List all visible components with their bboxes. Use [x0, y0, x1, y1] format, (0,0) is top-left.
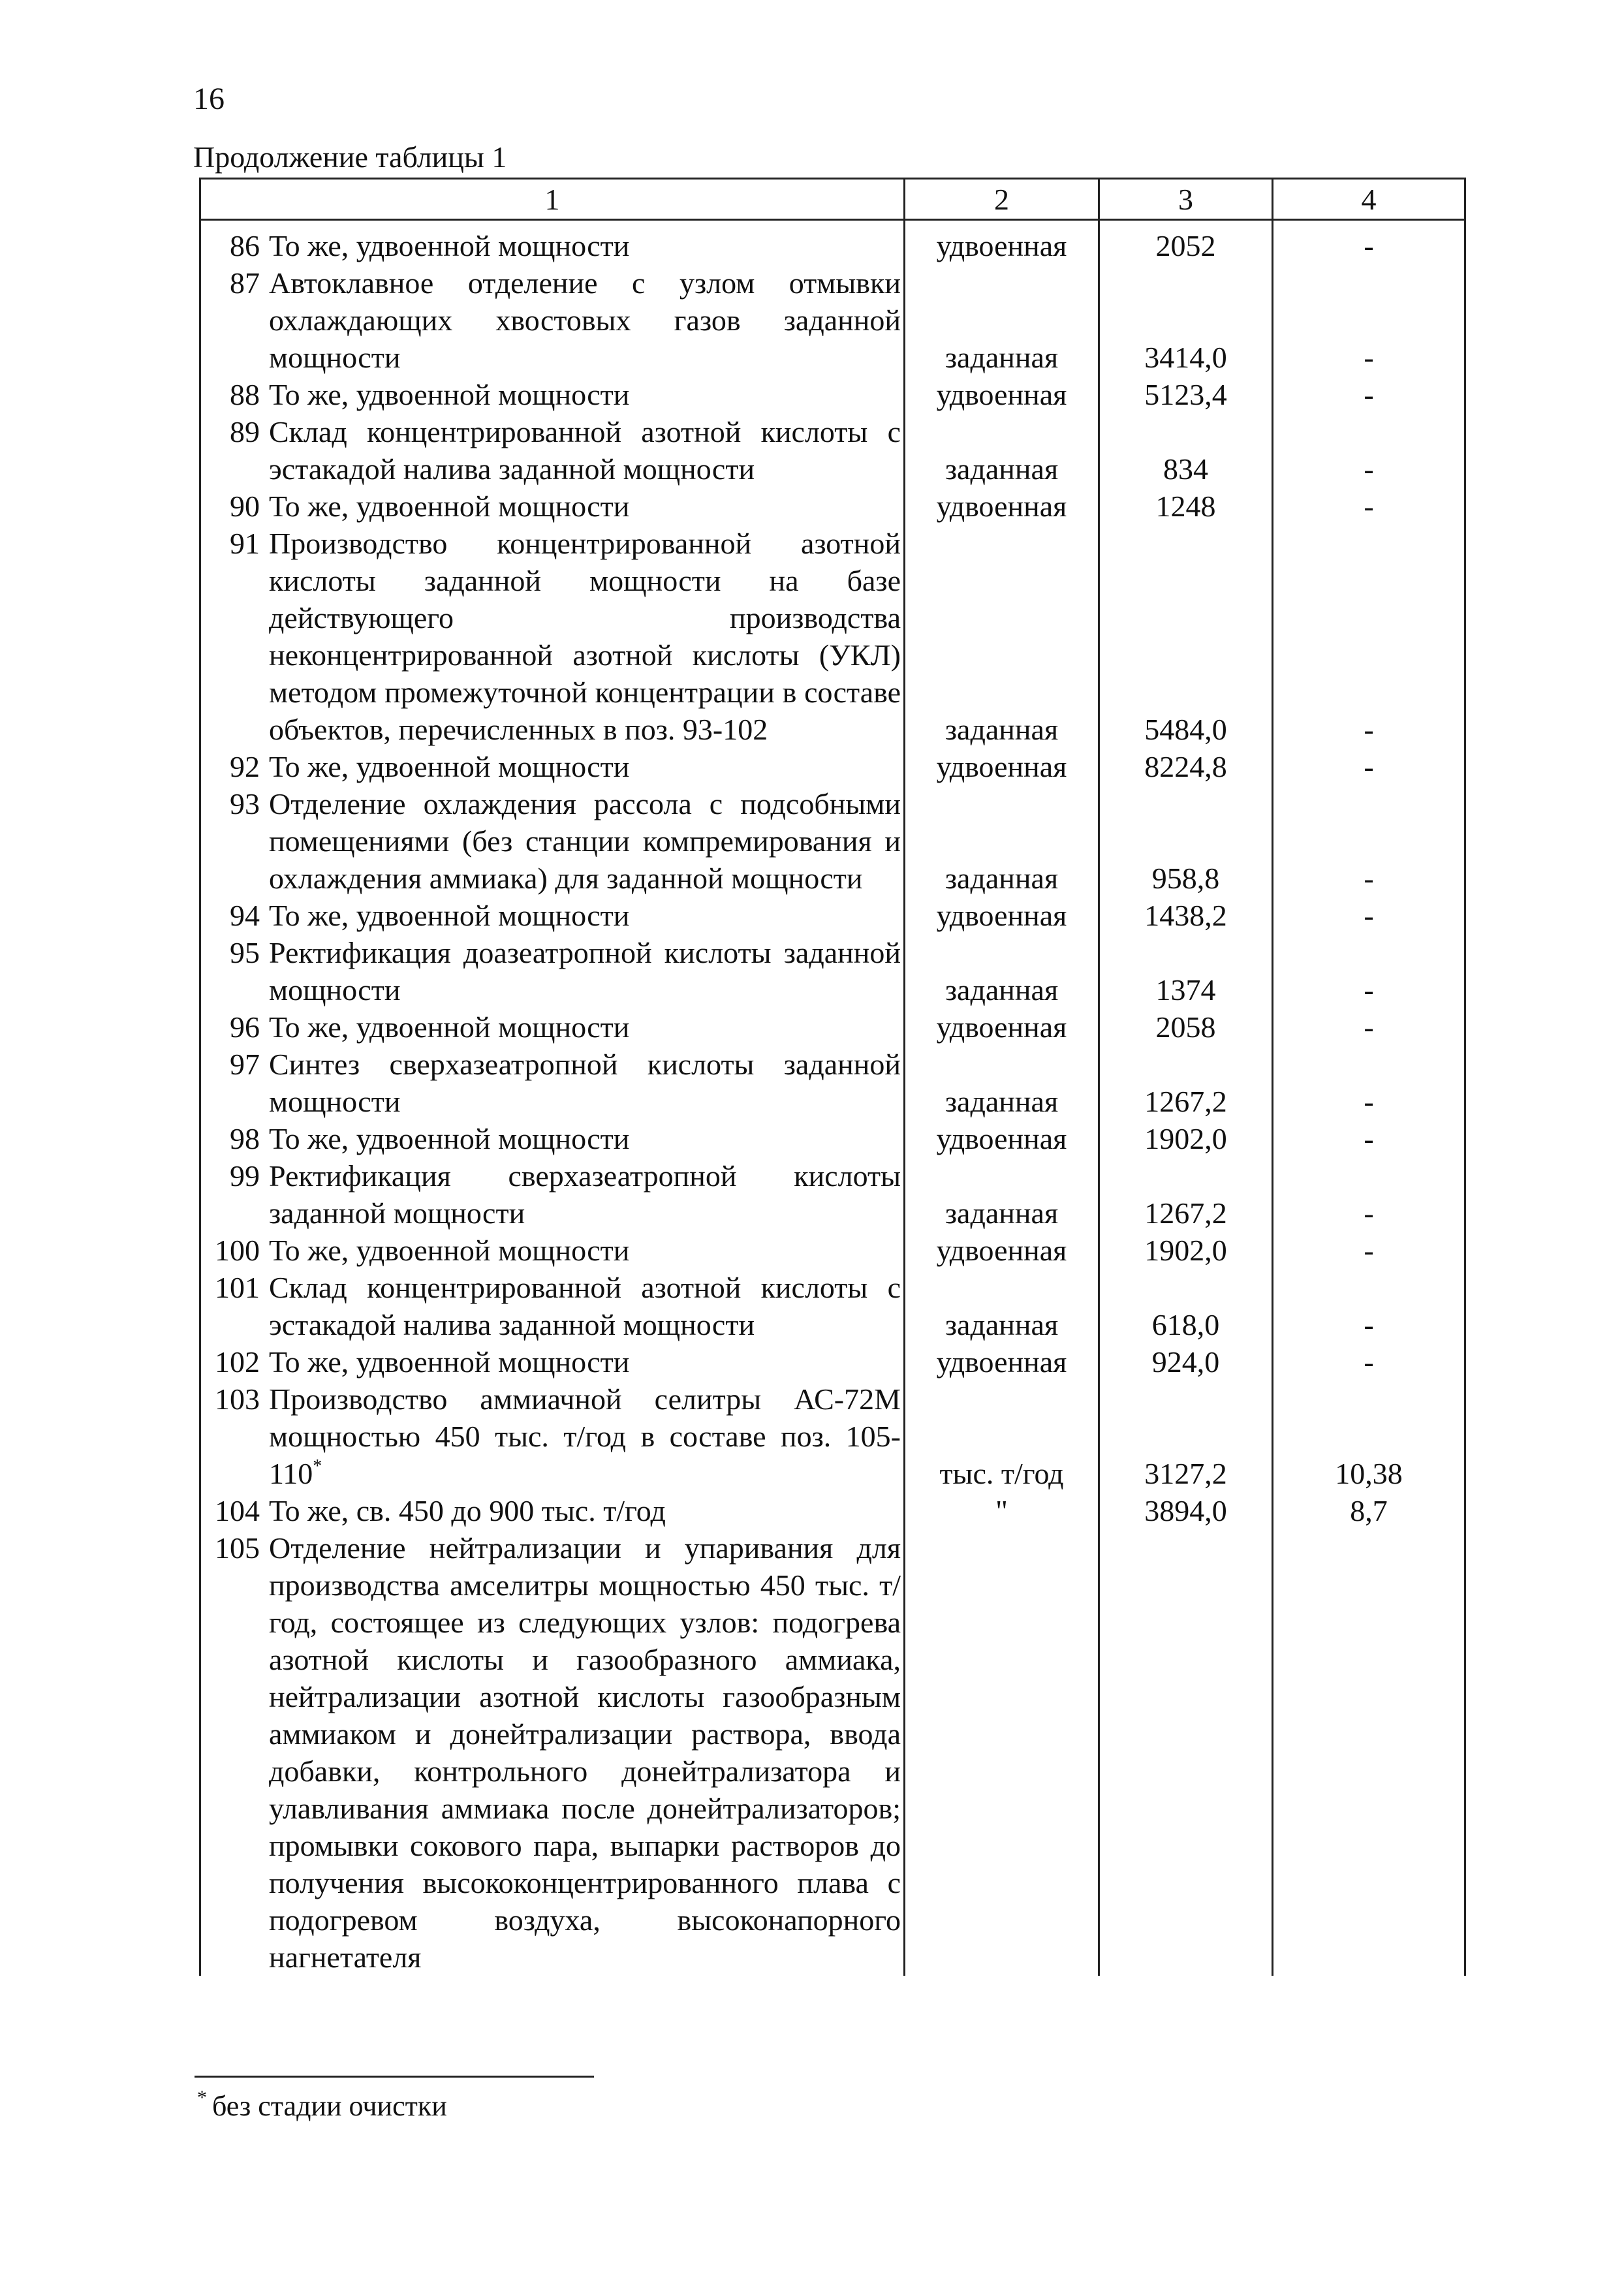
table-row — [200, 785, 1465, 897]
object-name-cell — [200, 1046, 905, 1120]
object-name-cell — [200, 785, 905, 897]
object-name — [269, 413, 903, 488]
coefficient-cell: - — [1273, 1269, 1465, 1343]
object-name-text: Производство концентрированной азотной кислоты заданной мощности на базе действующего производства неконцентрированной азотной кислоты (УКЛ) методом промежуточной концентрации в составе объектов, перечисленных в поз. 93-102 — [269, 527, 901, 746]
row-number: 100 — [215, 1234, 260, 1267]
capacity-cell: " — [905, 1492, 1099, 1529]
row-number: 96 — [230, 1010, 260, 1044]
row-number: 92 — [230, 750, 260, 783]
table-row — [200, 525, 1465, 748]
value-cell: 5123,4 — [1099, 376, 1273, 413]
coefficient-cell: 10,38 — [1273, 1380, 1465, 1492]
capacity-cell: удвоенная — [905, 1343, 1099, 1380]
row-number: 95 — [230, 936, 260, 969]
coefficient-cell — [1273, 1529, 1465, 1976]
object-name-cell — [200, 376, 905, 413]
object-name — [269, 1046, 903, 1120]
object-name-text: То же, удвоенной мощности — [269, 1345, 630, 1379]
data-table — [199, 178, 1466, 1976]
value-cell: 3414,0 — [1099, 264, 1273, 376]
column-header-1: 1 — [200, 179, 905, 220]
object-name-cell — [200, 1232, 905, 1269]
coefficient-cell: - — [1273, 1157, 1465, 1232]
value-cell: 834 — [1099, 413, 1273, 488]
object-name — [269, 1269, 903, 1343]
object-name-text: То же, удвоенной мощности — [269, 490, 630, 523]
coefficient-cell: - — [1273, 1046, 1465, 1120]
footnote-mark: * — [197, 2087, 207, 2108]
table-row — [200, 413, 1465, 488]
value-cell: 2058 — [1099, 1008, 1273, 1046]
row-number: 101 — [215, 1271, 260, 1304]
coefficient-cell: - — [1273, 748, 1465, 785]
coefficient-cell: - — [1273, 525, 1465, 748]
object-name-text: То же, удвоенной мощности — [269, 750, 630, 783]
table-row — [200, 1380, 1465, 1492]
table-row — [200, 488, 1465, 525]
value-cell: 8224,8 — [1099, 748, 1273, 785]
value-cell: 1248 — [1099, 488, 1273, 525]
value-cell: 1267,2 — [1099, 1157, 1273, 1232]
value-cell: 1902,0 — [1099, 1120, 1273, 1157]
table-header-row — [200, 179, 1465, 220]
capacity-cell: удвоенная — [905, 748, 1099, 785]
row-number: 99 — [230, 1159, 260, 1193]
object-name-cell — [200, 748, 905, 785]
table-row — [200, 1232, 1465, 1269]
object-name-text: Склад концентрированной азотной кислоты с эстакадой налива заданной мощности — [269, 415, 901, 486]
value-cell: 958,8 — [1099, 785, 1273, 897]
object-name — [269, 785, 903, 897]
object-name-text: То же, удвоенной мощности — [269, 1010, 630, 1044]
row-number: 89 — [230, 415, 260, 448]
object-name — [269, 1232, 903, 1269]
column-header-2: 2 — [905, 179, 1099, 220]
object-name-cell — [200, 220, 905, 265]
coefficient-cell: - — [1273, 488, 1465, 525]
object-name-text: Ректификация доазеатропной кислоты заданной мощности — [269, 936, 901, 1006]
capacity-cell: удвоенная — [905, 488, 1099, 525]
object-name — [269, 1492, 903, 1529]
capacity-cell: заданная — [905, 525, 1099, 748]
object-name-text: То же, св. 450 до 900 тыс. т/год — [269, 1494, 666, 1527]
table-row — [200, 376, 1465, 413]
capacity-cell: удвоенная — [905, 1232, 1099, 1269]
object-name-text: То же, удвоенной мощности — [269, 378, 630, 411]
capacity-cell: заданная — [905, 1046, 1099, 1120]
coefficient-cell: - — [1273, 1343, 1465, 1380]
row-number: 105 — [215, 1531, 260, 1565]
object-name-text: То же, удвоенной мощности — [269, 1234, 630, 1267]
table-row — [200, 1008, 1465, 1046]
object-name-cell — [200, 1492, 905, 1529]
column-header-4: 4 — [1273, 179, 1465, 220]
value-cell: 5484,0 — [1099, 525, 1273, 748]
row-number: 86 — [230, 229, 260, 262]
table-row — [200, 1529, 1465, 1976]
capacity-cell: заданная — [905, 785, 1099, 897]
value-cell: 618,0 — [1099, 1269, 1273, 1343]
object-name-cell — [200, 1269, 905, 1343]
coefficient-cell: - — [1273, 897, 1465, 934]
row-number: 103 — [215, 1382, 260, 1416]
row-number: 88 — [230, 378, 260, 411]
object-name — [269, 1380, 903, 1492]
row-number: 98 — [230, 1122, 260, 1155]
coefficient-cell: - — [1273, 934, 1465, 1008]
object-name — [269, 264, 903, 376]
value-cell: 1438,2 — [1099, 897, 1273, 934]
value-cell: 2052 — [1099, 220, 1273, 265]
coefficient-cell: - — [1273, 1120, 1465, 1157]
object-name-cell — [200, 1157, 905, 1232]
object-name — [269, 1120, 903, 1157]
object-name-text: То же, удвоенной мощности — [269, 229, 630, 262]
table-body — [200, 220, 1465, 1976]
coefficient-cell: - — [1273, 264, 1465, 376]
object-name — [269, 1008, 903, 1046]
object-name-text: Автоклавное отделение с узлом отмывки охлаждающих хвостовых газов заданной мощности — [269, 266, 901, 374]
object-name-cell — [200, 1529, 905, 1976]
capacity-cell: удвоенная — [905, 1008, 1099, 1046]
capacity-cell: заданная — [905, 1157, 1099, 1232]
capacity-cell: удвоенная — [905, 1120, 1099, 1157]
footnote-divider — [195, 2076, 594, 2078]
capacity-cell — [905, 1529, 1099, 1976]
value-cell: 924,0 — [1099, 1343, 1273, 1380]
object-name-text: Отделение охлаждения рассола с подсобными помещениями (без станции компремирования и охлаждения аммиака) для заданной мощности — [269, 787, 901, 895]
object-name — [269, 525, 903, 748]
row-number: 91 — [230, 527, 260, 560]
value-cell: 3894,0 — [1099, 1492, 1273, 1529]
object-name — [269, 934, 903, 1008]
object-name — [269, 488, 903, 525]
capacity-cell: заданная — [905, 264, 1099, 376]
object-name — [269, 1529, 903, 1976]
table-row — [200, 1046, 1465, 1120]
row-number: 97 — [230, 1048, 260, 1081]
capacity-cell: удвоенная — [905, 220, 1099, 265]
row-number: 93 — [230, 787, 260, 820]
table-row — [200, 934, 1465, 1008]
row-number: 104 — [215, 1494, 260, 1527]
object-name-text: Ректификация сверхазеатропной кислоты заданной мощности — [269, 1159, 901, 1230]
value-cell — [1099, 1529, 1273, 1976]
row-number: 87 — [230, 266, 260, 300]
table-row — [200, 264, 1465, 376]
object-name-text: То же, удвоенной мощности — [269, 899, 630, 932]
column-header-3: 3 — [1099, 179, 1273, 220]
value-cell: 1374 — [1099, 934, 1273, 1008]
capacity-cell: заданная — [905, 934, 1099, 1008]
object-name — [269, 748, 903, 785]
capacity-cell: удвоенная — [905, 376, 1099, 413]
object-name-text: Производство аммиачной селитры АС-72М мощностью 450 тыс. т/год в составе поз. 105-110 — [269, 1382, 901, 1490]
table-row — [200, 1157, 1465, 1232]
footnote — [197, 2087, 447, 2122]
table-caption: Продолжение таблицы 1 — [193, 140, 507, 174]
object-name-cell — [200, 1120, 905, 1157]
coefficient-cell: - — [1273, 376, 1465, 413]
coefficient-cell: 8,7 — [1273, 1492, 1465, 1529]
coefficient-cell: - — [1273, 220, 1465, 265]
object-name-cell — [200, 413, 905, 488]
coefficient-cell: - — [1273, 1232, 1465, 1269]
object-name-cell — [200, 525, 905, 748]
value-cell: 1267,2 — [1099, 1046, 1273, 1120]
object-name-cell — [200, 1008, 905, 1046]
object-name — [269, 1343, 903, 1380]
table-row — [200, 1269, 1465, 1343]
object-name — [269, 897, 903, 934]
object-name-text: Синтез сверхазеатропной кислоты заданной мощности — [269, 1048, 901, 1118]
row-number: 94 — [230, 899, 260, 932]
object-name — [269, 1157, 903, 1232]
row-number: 102 — [215, 1345, 260, 1379]
value-cell: 3127,2 — [1099, 1380, 1273, 1492]
object-name — [269, 227, 903, 264]
table-row — [200, 220, 1465, 265]
object-name-cell — [200, 934, 905, 1008]
object-name-cell — [200, 488, 905, 525]
value-cell: 1902,0 — [1099, 1232, 1273, 1269]
table-row — [200, 748, 1465, 785]
object-name-cell — [200, 1380, 905, 1492]
row-number: 90 — [230, 490, 260, 523]
object-name-cell — [200, 1343, 905, 1380]
capacity-cell: заданная — [905, 1269, 1099, 1343]
footnote-reference-mark: * — [313, 1456, 322, 1476]
object-name-cell — [200, 897, 905, 934]
page-number: 16 — [193, 82, 225, 116]
coefficient-cell: - — [1273, 785, 1465, 897]
object-name-cell — [200, 264, 905, 376]
object-name-text: Склад концентрированной азотной кислоты с эстакадой налива заданной мощности — [269, 1271, 901, 1341]
capacity-cell: тыс. т/год — [905, 1380, 1099, 1492]
table-row — [200, 1492, 1465, 1529]
capacity-cell: заданная — [905, 413, 1099, 488]
capacity-cell: удвоенная — [905, 897, 1099, 934]
coefficient-cell: - — [1273, 1008, 1465, 1046]
table-row — [200, 1120, 1465, 1157]
object-name-text: То же, удвоенной мощности — [269, 1122, 630, 1155]
object-name-text: Отделение нейтрализации и упаривания для производства амселитры мощностью 450 тыс. т/год, состоящее из следующих узлов: подогрева азотной кислоты и газообразного аммиака, нейтрализации азотной кислоты газообразным аммиаком и донейтрализации раствора, ввода добавки, контрольного донейтрализатора и улавливания аммиака после донейтрализаторов; промывки сокового пара, выпарки растворов до получения высококонцентрированного плава с подогревом воздуха, высоконапорного нагнетателя — [269, 1531, 901, 1974]
footnote-text: без стадии очистки — [212, 2090, 447, 2122]
table-row — [200, 1343, 1465, 1380]
object-name — [269, 376, 903, 413]
table-row — [200, 897, 1465, 934]
coefficient-cell: - — [1273, 413, 1465, 488]
